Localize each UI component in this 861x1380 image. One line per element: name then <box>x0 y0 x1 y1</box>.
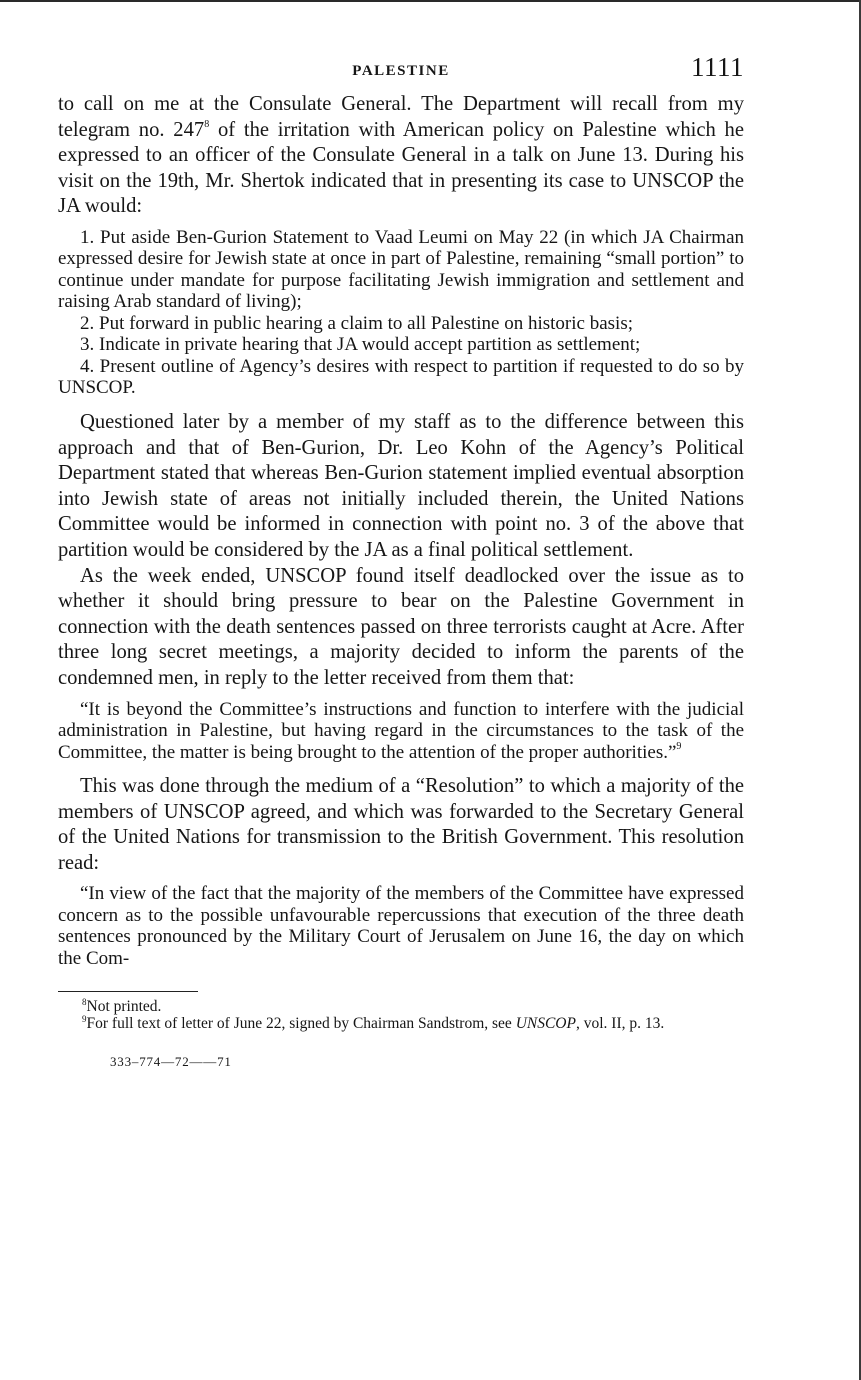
list-item-2: 2. Put forward in public hearing a claim to all Palestine on historic basis; <box>80 312 633 334</box>
paragraph-2: Questioned later by a member of my staff as to the difference between this approach and that of Ben-Gurion, Dr. Leo Kohn of the Agency’s Political Department stated that whereas Ben-Gurion statement implied eventual absorption into Jewish state of areas not initially included therein, the United Nations Committee would be informed in connection with point no. 3 of the above that partition would be considered by the JA as a final political settlement. <box>58 410 744 561</box>
footnote-divider <box>58 991 198 992</box>
list-item-3: 3. Indicate in private hearing that JA would accept partition as settlement; <box>80 334 641 356</box>
footnote-9-mark: 9 <box>82 1014 87 1025</box>
running-head <box>58 52 744 92</box>
quotation-2 <box>58 883 744 969</box>
printer-imprint: 333–774—72——71 <box>110 1054 232 1070</box>
body-text <box>58 92 744 969</box>
quotation-1-text: “It is beyond the Committee’s instructions and function to interfere with the judicial administration in Palestine, but having regard in the circumstances to the task of the Committee, the matter is being brought to the attention of the proper authorities.” <box>58 698 744 763</box>
footnotes <box>58 998 744 1032</box>
numbered-list <box>58 227 744 399</box>
list-item-1: 1. Put aside Ben-Gurion Statement to Vaad Leumi on May 22 (in which JA Chairman expressed desire for Jewish state at once in part of Palestine, remaining “small portion” to continue under mandate for purpose facilitating Jewish immigration and settlement and raising Arab standard of living); <box>58 226 744 313</box>
footnote-8-mark: 8 <box>82 997 87 1008</box>
list-item-4: 4. Present outline of Agency’s desires with respect to partition if requested to do so by UNSCOP. <box>58 355 744 399</box>
quotation-2-text: “In view of the fact that the majority of the members of the Committee have expressed concern as to the possible unfavourable repercussions that execution of the three death sentences pronounced by the Military Court of Jerusalem on June 16, the day on which the Com- <box>58 883 744 969</box>
quotation-1 <box>58 699 744 764</box>
paragraph-3: As the week ended, UNSCOP found itself deadlocked over the issue as to whether it should bring pressure to bear on the Palestine Government in connection with the death sentences passed on three terrorists caught at Acre. After three long secret meetings, a majority decided to inform the parents of the condemned men, in reply to the letter received from them that: <box>58 564 744 689</box>
footnote-8-text: Not printed. <box>86 998 162 1016</box>
paragraph-4: This was done through the medium of a “Resolution” to which a majority of the members of UNSCOP agreed, and which was forwarded to the Secretary General of the United Nations for transmission to the British Government. This resolution read: <box>58 775 744 874</box>
footnote-9-source: UNSCOP <box>515 1015 576 1033</box>
footnote-9-tail: , vol. II, p. 13. <box>575 1015 665 1033</box>
running-title: PALESTINE <box>352 63 450 79</box>
footnote-9-text: For full text of letter of June 22, signed by Chairman Sandstrom, see <box>86 1015 516 1033</box>
footnote-ref-8[interactable]: 8 <box>204 118 210 130</box>
paragraph-1 <box>58 92 744 220</box>
quotation-1-text-wrap <box>58 699 744 764</box>
footnote-ref-9[interactable]: 9 <box>676 740 682 752</box>
paragraph-1-text: to call on me at the Consulate General. The Department will recall from my telegram no. 247 <box>58 93 744 141</box>
scan-edge-top <box>0 0 861 2</box>
footnote-9 <box>58 1015 744 1032</box>
document-page <box>58 52 744 1070</box>
page-number: 1111 <box>691 52 744 82</box>
paragraph-1-rest: of the irritation with American policy on Palestine which he expressed to an officer of the Consulate General in a talk on June 13. During his visit on the 19th, Mr. Shertok indicated that in presenting its case to UNSCOP the JA would: <box>58 118 744 218</box>
footnote-8 <box>58 998 744 1015</box>
